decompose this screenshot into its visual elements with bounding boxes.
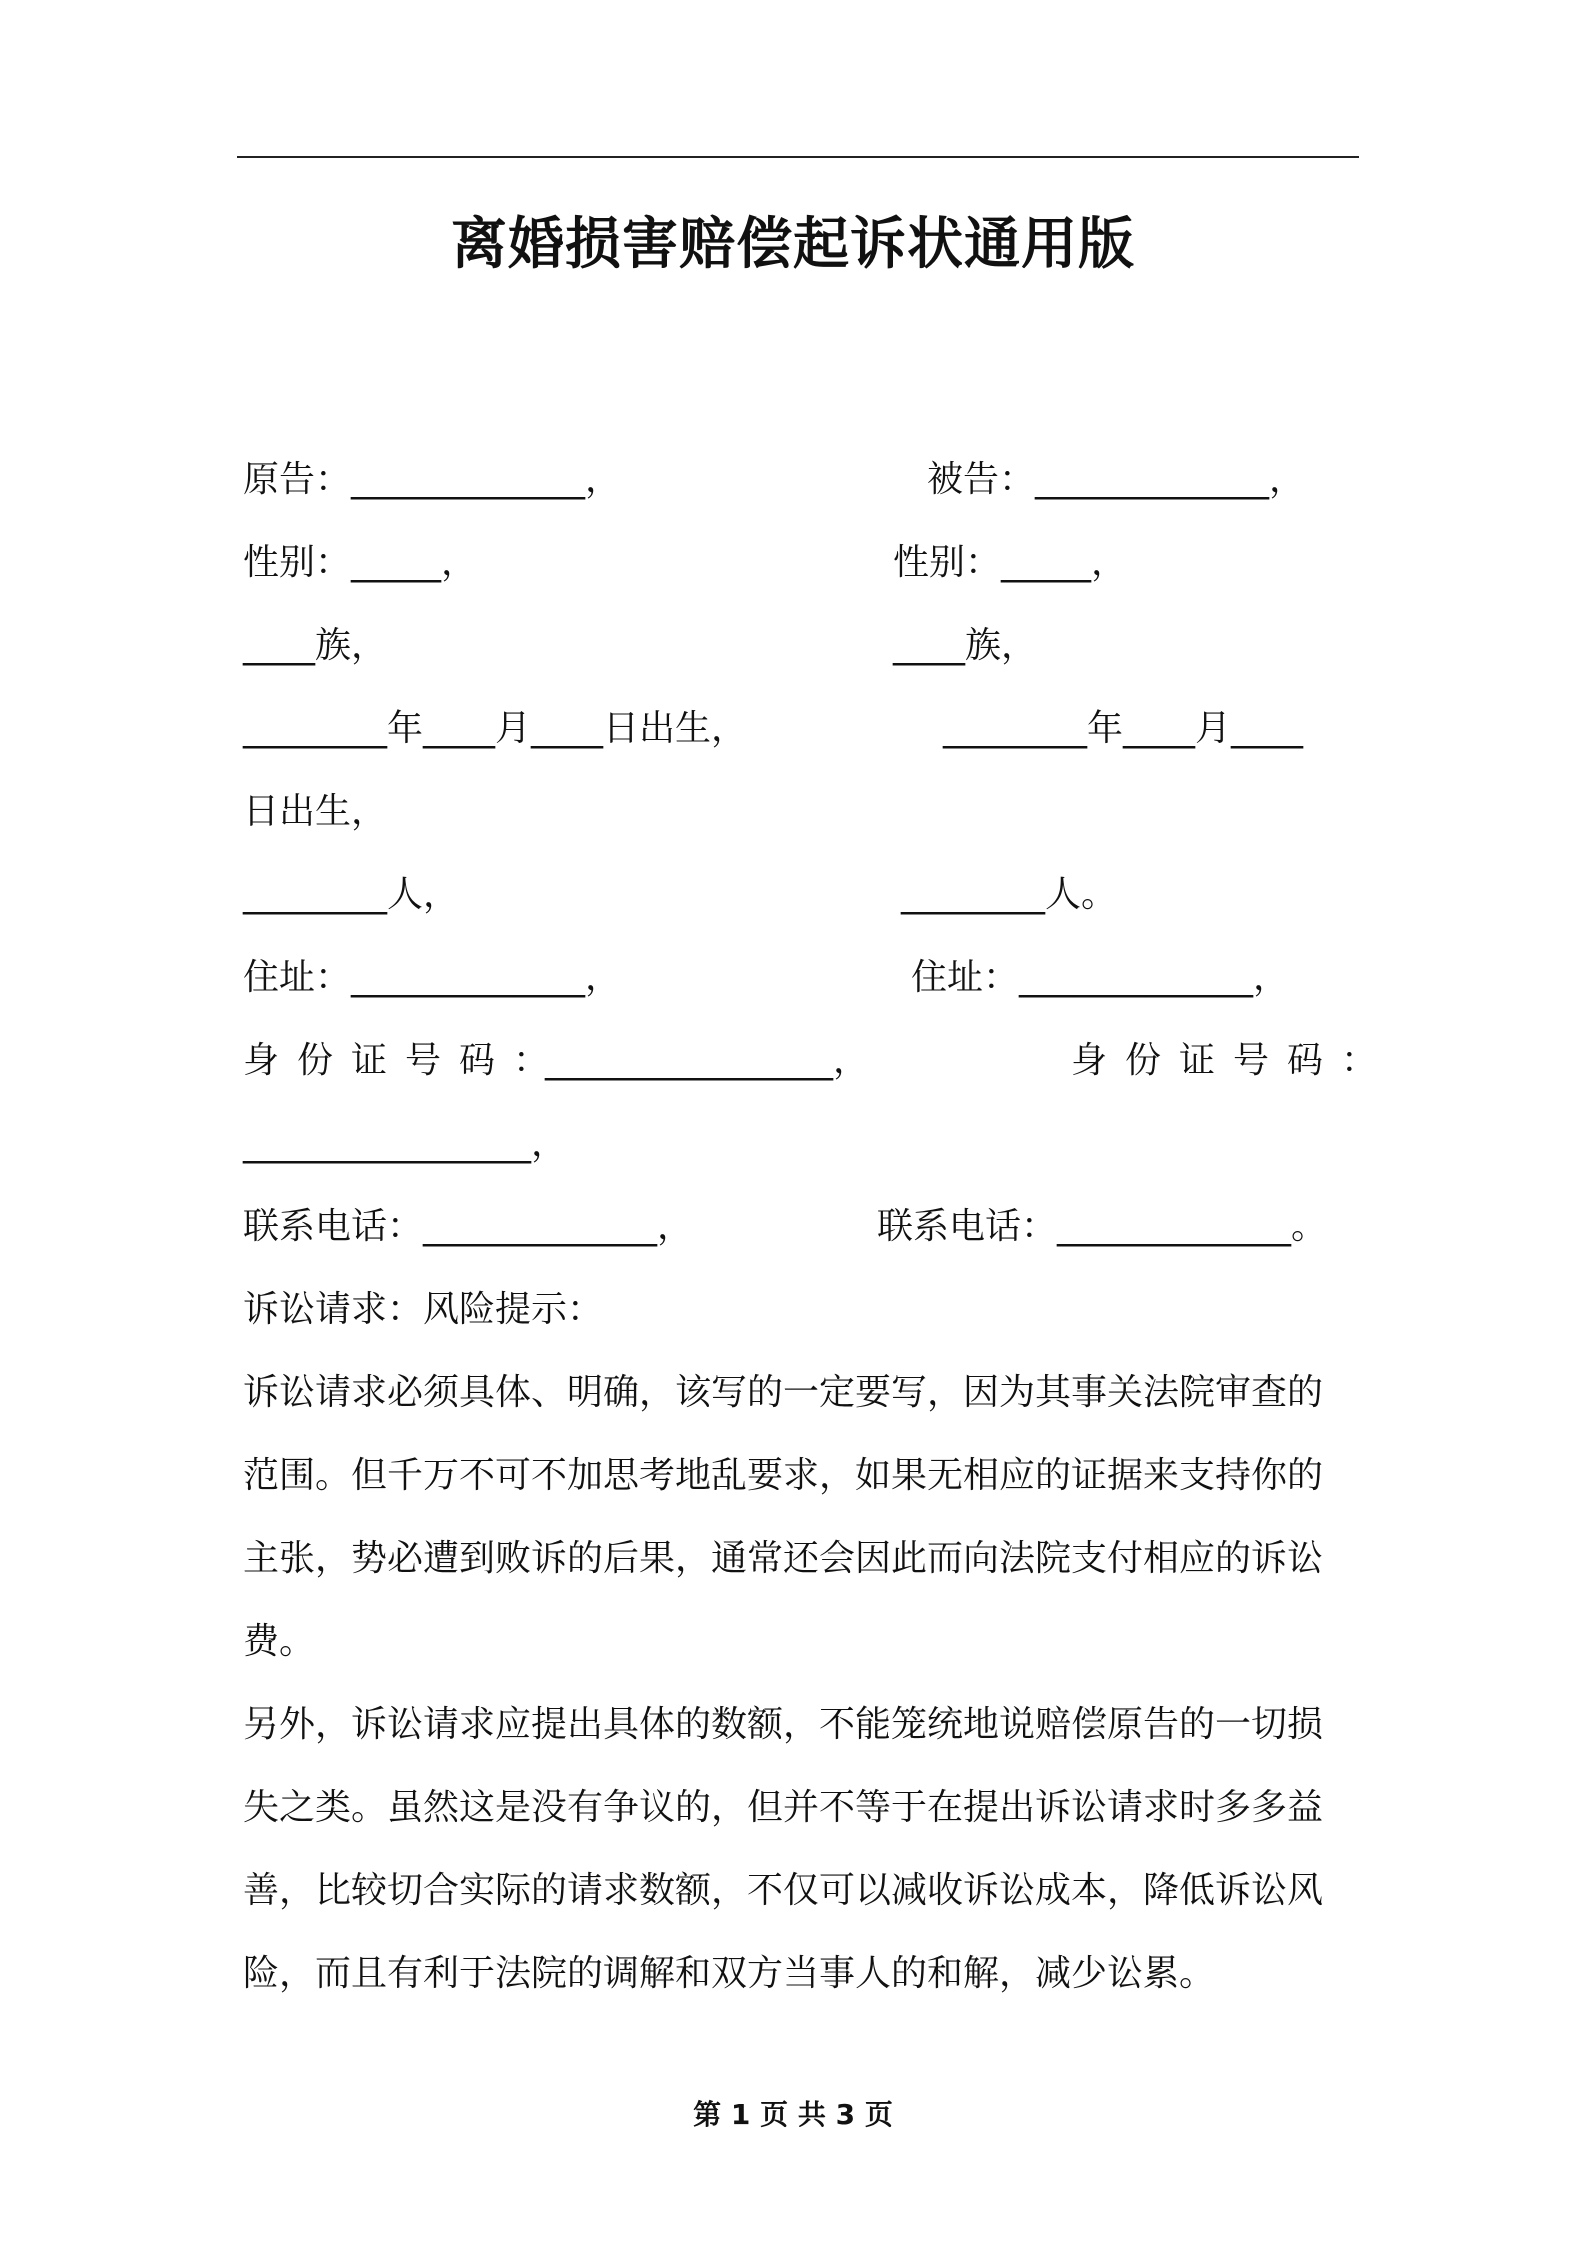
- plaintiff-id-blank: ________________，: [545, 1040, 869, 1081]
- page-footer: 第 1 页 共 3 页: [693, 2098, 893, 2131]
- plaintiff-ethnicity: ____族，: [243, 625, 388, 666]
- plaintiff-origin: ________人，: [243, 874, 460, 915]
- paragraph-2-line-4: 险，而且有利于法院的调解和双方当事人的和解，减少讼累。: [243, 1953, 1216, 1994]
- paragraph-2-line-3: 善，比较切合实际的请求数额，不仅可以减收诉讼成本，降低诉讼风: [243, 1870, 1324, 1911]
- defendant-ethnicity: ____族，: [893, 625, 1038, 666]
- plaintiff-birth: ________年____月____日出生，: [243, 708, 748, 749]
- plaintiff-gender: 性别：_____，: [243, 542, 478, 583]
- plaintiff-name: 原告：_____________，: [243, 459, 622, 500]
- paragraph-1-line-4: 费。: [243, 1621, 316, 1662]
- defendant-phone: 联系电话：_____________。: [877, 1206, 1328, 1247]
- paragraph-2-line-1: 另外，诉讼请求应提出具体的数额，不能笼统地说赔偿原告的一切损: [243, 1704, 1324, 1745]
- paragraph-1-line-2: 范围。但千万不可不加思考地乱要求，如果无相应的证据来支持你的: [243, 1455, 1324, 1496]
- defendant-birth: ________年____月____: [943, 708, 1303, 749]
- defendant-address: 住址：_____________，: [911, 957, 1290, 998]
- defendant-id-label: 身份证号码：: [1071, 1040, 1396, 1081]
- defendant-id-blank: ________________，: [243, 1123, 567, 1164]
- defendant-name: 被告：_____________，: [927, 459, 1306, 500]
- paragraph-1-line-1: 诉讼请求必须具体、明确，该写的一定要写，因为其事关法院审查的: [243, 1372, 1324, 1413]
- header-rule: [237, 156, 1359, 158]
- defendant-birth-cont: 日出生，: [243, 791, 388, 832]
- defendant-gender: 性别：_____，: [893, 542, 1128, 583]
- plaintiff-address: 住址：_____________，: [243, 957, 622, 998]
- claims-heading: 诉讼请求：风险提示：: [243, 1289, 604, 1330]
- defendant-origin: ________人。: [901, 874, 1118, 915]
- plaintiff-id-label: 身份证号码：: [243, 1040, 568, 1081]
- paragraph-1-line-3: 主张，势必遭到败诉的后果，通常还会因此而向法院支付相应的诉讼: [243, 1538, 1324, 1579]
- paragraph-2-line-2: 失之类。虽然这是没有争议的，但并不等于在提出诉讼请求时多多益: [243, 1787, 1324, 1828]
- document-title: 离婚损害赔偿起诉状通用版: [451, 212, 1135, 277]
- plaintiff-phone: 联系电话：_____________，: [243, 1206, 694, 1247]
